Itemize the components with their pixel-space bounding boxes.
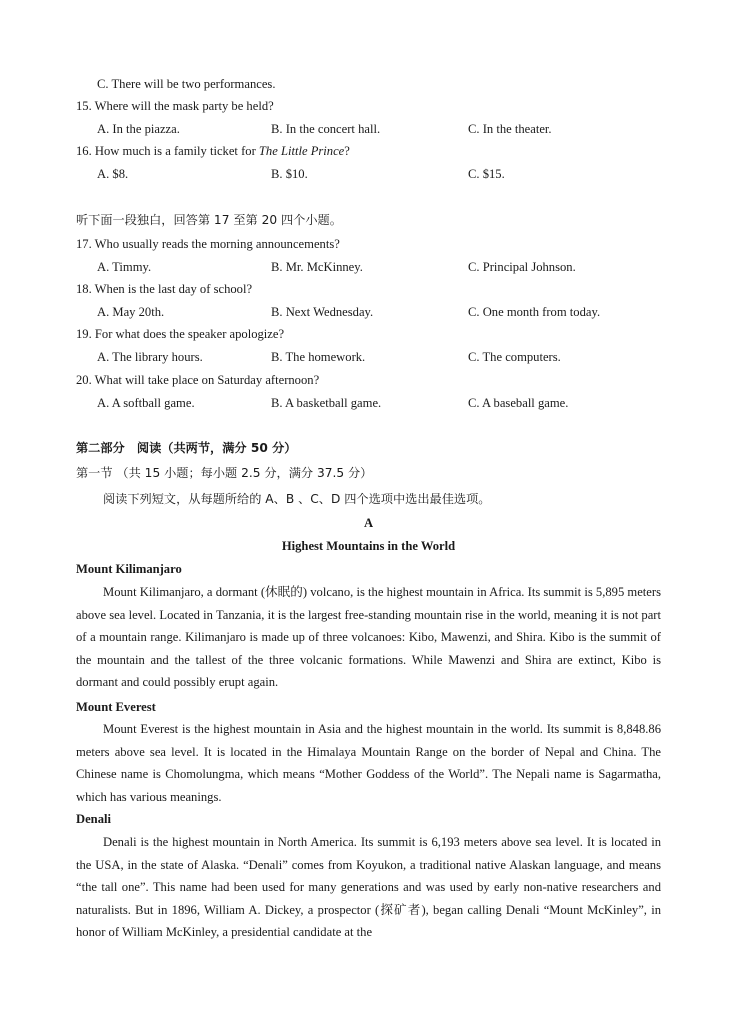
q16-stem [76, 143, 350, 159]
paragraph-everest-text: Mount Everest is the highest mountain in Asia and the highest mountain in the world. Its summit is 8,848.86 meters above sea level. It is located in the Himalaya Mountain Range on the border of Nepal and China. The Chinese name is Chomolungma, which means “Mother Goddess of the World”. The Nepali name is Sagarmatha, which has various meanings. [76, 722, 661, 804]
q18-option-b: B. Next Wednesday. [271, 305, 374, 319]
q18-option-a: A. May 20th. [97, 305, 165, 319]
heading-everest: Mount Everest [76, 700, 156, 714]
paragraph-kilimanjaro-text: Mount Kilimanjaro, a dormant (休眠的) volcano, is the highest mountain in Africa. Its summit is 5,895 meters above sea level. Located in Tanzania, it is the largest free-standing mountain rise in the world, meaning it is not part of a mountain range. Kilimanjaro is made up of three volcanoes: Kibo, Mawenzi, and Shira. Kibo is the summit of the mountain and the tallest of the three volcanic formations. While Mawenzi and Shira are extinct, Kibo is dormant and could possibly erupt again. [76, 585, 661, 690]
q19-option-b: B. The homework. [271, 350, 366, 364]
q20-stem: 20. What will take place on Saturday afternoon? [76, 373, 320, 387]
heading-kilimanjaro: Mount Kilimanjaro [76, 562, 182, 576]
q17-option-a: A. Timmy. [97, 260, 152, 274]
q19-stem: 19. For what does the speaker apologize? [76, 327, 285, 341]
q16-option-a: A. $8. [97, 167, 129, 181]
paragraph-denali [76, 831, 661, 951]
q20-option-b: B. A basketball game. [271, 396, 382, 410]
heading-denali: Denali [76, 812, 111, 826]
q20-option-a: A. A softball game. [97, 396, 195, 410]
reading-part-title: 第二部分 阅读（共两节，满分 50 分） [76, 441, 297, 455]
passage-title: Highest Mountains in the World [281, 539, 456, 553]
q16-stem-pre: 16. How much is a family ticket for [76, 144, 259, 158]
reading-instruction: 阅读下列短文，从每题所给的 A、B 、C、D 四个选项中选出最佳选项。 [103, 492, 491, 506]
q18-stem: 18. When is the last day of school? [76, 282, 253, 296]
passage-letter: A [363, 516, 374, 530]
reading-section-title: 第一节 （共 15 小题；每小题 2.5 分，满分 37.5 分） [76, 466, 373, 480]
q15-option-c: C. In the theater. [468, 122, 552, 136]
q15-stem: 15. Where will the mask party be held? [76, 99, 274, 113]
q17-option-b: B. Mr. McKinney. [271, 260, 363, 274]
monologue-instruction: 听下面一段独白，回答第 17 至第 20 四个小题。 [76, 213, 342, 227]
q16-option-b: B. $10. [271, 167, 308, 181]
q17-stem: 17. Who usually reads the morning announcements? [76, 237, 340, 251]
q18-option-c: C. One month from today. [468, 305, 601, 319]
q16-stem-title: The Little Prince [258, 144, 345, 158]
q19-option-a: A. The library hours. [97, 350, 203, 364]
q17-option-c: C. Principal Johnson. [468, 260, 576, 274]
q16-stem-post: ? [344, 144, 350, 158]
q16-option-c: C. $15. [468, 167, 505, 181]
q14-option-c: C. There will be two performances. [97, 77, 276, 91]
q15-option-b: B. In the concert hall. [271, 122, 381, 136]
q19-option-c: C. The computers. [468, 350, 561, 364]
paragraph-denali-text: Denali is the highest mountain in North America. Its summit is 6,193 meters above sea level. It is located in the USA, in the state of Alaska. “Denali” comes from Koyukon, a traditional native Alaskan language, and means “the tall one”. This name had been used for many generations and was used by early non-native researchers and naturalists. But in 1896, William A. Dickey, a prospector (探矿者), began calling Denali “Mount McKinley”, in honor of William McKinley, a presidential candidate at the [76, 835, 661, 940]
q20-option-c: C. A baseball game. [468, 396, 569, 410]
q15-option-a: A. In the piazza. [97, 122, 180, 136]
paragraph-everest [76, 718, 661, 808]
paragraph-kilimanjaro [76, 581, 661, 694]
